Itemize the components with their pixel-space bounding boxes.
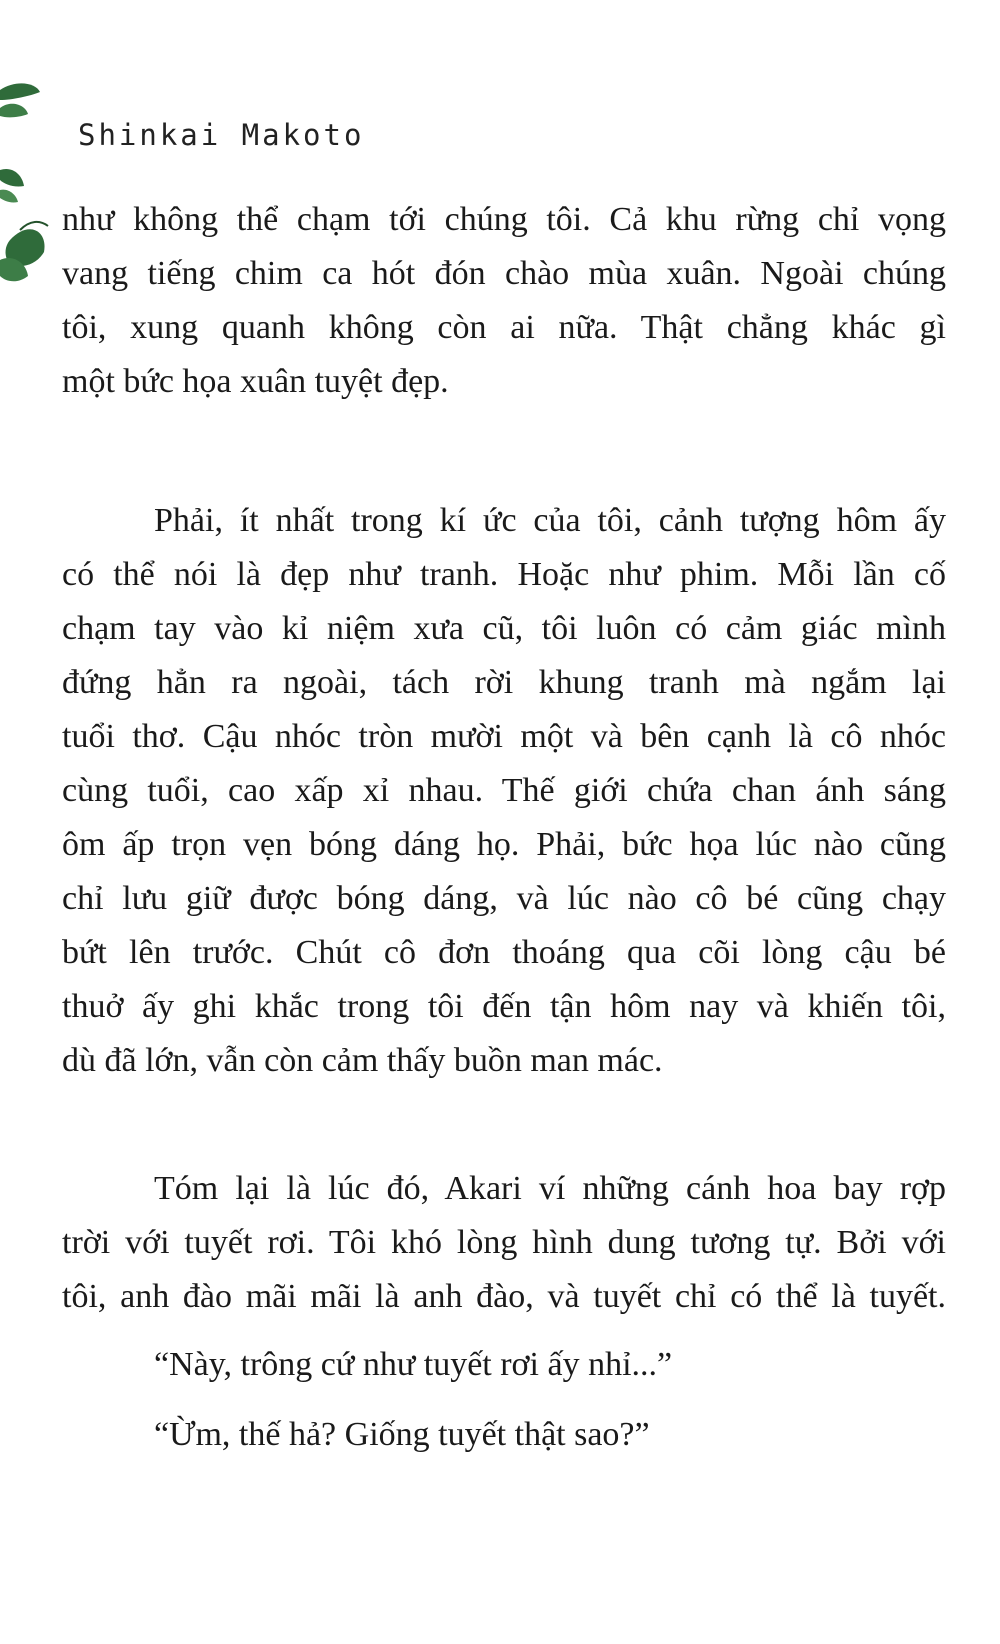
text-line: thuở ấy ghi khắc trong tôi đến tận hôm nay và khiến tôi, xyxy=(62,988,946,1025)
text-line: có thể nói là đẹp như tranh. Hoặc như phim. Mỗi lần cố xyxy=(62,556,946,593)
text-line: trời với tuyết rơi. Tôi khó lòng hình dung tương tự. Bởi với xyxy=(62,1224,946,1261)
text-line: dù đã lớn, vẫn còn cảm thấy buồn man mác. xyxy=(62,1042,663,1079)
text-line: tôi, anh đào mãi mãi là anh đào, và tuyết chỉ có thể là tuyết. xyxy=(62,1278,946,1315)
text-line: vang tiếng chim ca hót đón chào mùa xuân. Ngoài chúng xyxy=(62,255,946,292)
text-line: một bức họa xuân tuyệt đẹp. xyxy=(62,363,449,400)
text-line: tuổi thơ. Cậu nhóc tròn mười một và bên cạnh là cô nhóc xyxy=(62,718,946,755)
text-line: Phải, ít nhất trong kí ức của tôi, cảnh tượng hôm ấy xyxy=(154,502,946,539)
paragraph-1 xyxy=(62,193,946,409)
dialogue-line-2: “Ừm, thế hả? Giống tuyết thật sao?” xyxy=(154,1416,650,1453)
text-line: chạm tay vào kỉ niệm xưa cũ, tôi luôn có cảm giác mình xyxy=(62,610,946,647)
paragraph-2 xyxy=(62,494,946,1088)
text-line: cùng tuổi, cao xấp xỉ nhau. Thế giới chứa chan ánh sáng xyxy=(62,772,946,809)
text-line: chỉ lưu giữ được bóng dáng, và lúc nào cô bé cũng chạy xyxy=(62,880,946,917)
text-line: bứt lên trước. Chút cô đơn thoáng qua cõi lòng cậu bé xyxy=(62,934,946,971)
leaf-icon xyxy=(0,70,60,310)
dialogue-line-1: “Này, trông cứ như tuyết rơi ấy nhỉ...” xyxy=(154,1346,673,1383)
text-line: đứng hẳn ra ngoài, tách rời khung tranh mà ngắm lại xyxy=(62,664,946,701)
text-line: ôm ấp trọn vẹn bóng dáng họ. Phải, bức họa lúc nào cũng xyxy=(62,826,946,863)
text-line: tôi, xung quanh không còn ai nữa. Thật chẳng khác gì xyxy=(62,309,946,346)
text-line: Tóm lại là lúc đó, Akari ví những cánh hoa bay rợp xyxy=(154,1170,946,1207)
text-line: như không thể chạm tới chúng tôi. Cả khu rừng chỉ vọng xyxy=(62,201,946,238)
running-head-author: Shinkai Makoto xyxy=(78,118,365,152)
paragraph-3 xyxy=(62,1162,946,1324)
